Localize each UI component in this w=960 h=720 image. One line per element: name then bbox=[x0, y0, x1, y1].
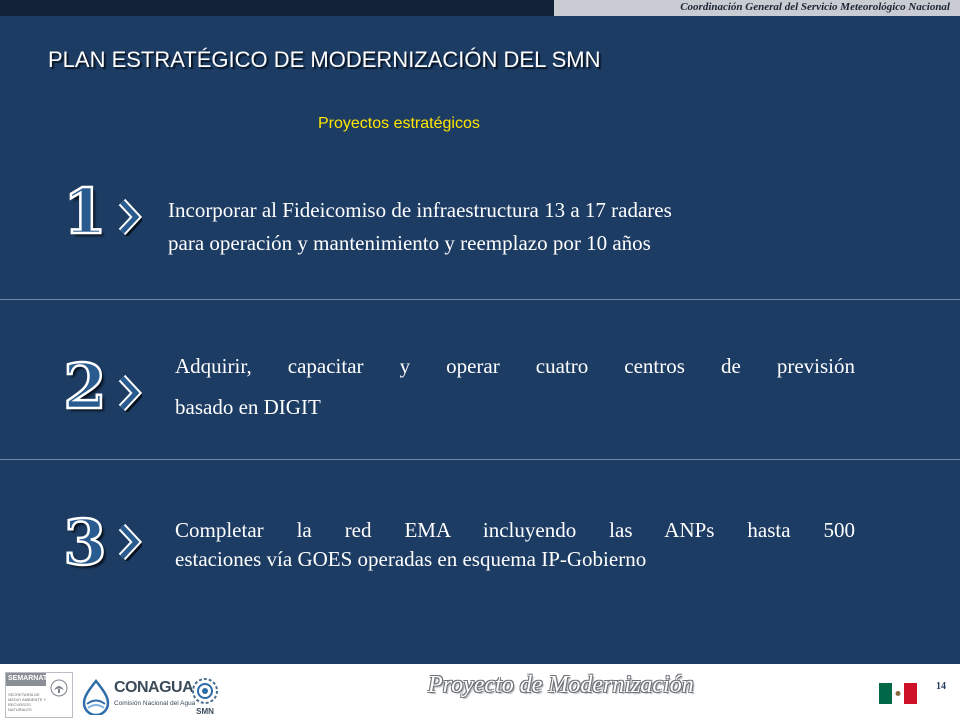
page-number: 14 bbox=[936, 681, 946, 692]
eagle-seal-icon bbox=[50, 679, 68, 697]
item-3-line-1: Completar la red EMA incluyendo las ANPs hasta 500 bbox=[175, 518, 855, 542]
smn-logo bbox=[186, 676, 224, 718]
item-text-3 bbox=[175, 516, 855, 574]
item-number-2: 2 bbox=[63, 350, 107, 423]
item-2-line-2-wrap bbox=[175, 391, 321, 424]
organization-name: Coordinación General del Servicio Meteorológico Nacional bbox=[680, 1, 950, 13]
divider-1 bbox=[0, 299, 960, 300]
slide-title: PLAN ESTRATÉGICO DE MODERNIZACIÓN DEL SMN bbox=[48, 47, 601, 72]
footer bbox=[0, 664, 960, 720]
semarnat-label: SEMARNAT bbox=[8, 675, 48, 682]
item-text-2 bbox=[175, 350, 855, 383]
chevron-right-icon bbox=[116, 198, 142, 236]
mexico-flag-icon bbox=[879, 683, 917, 704]
item-number-1: 1 bbox=[63, 175, 107, 248]
smn-label: SMN bbox=[196, 707, 214, 716]
chevron-right-icon bbox=[116, 374, 142, 412]
conagua-icon bbox=[80, 679, 112, 715]
item-1-line-2: para operación y mantenimiento y reemplazo por 10 años bbox=[168, 231, 651, 255]
item-1-line-1: Incorporar al Fideicomiso de infraestructura 13 a 17 radares bbox=[168, 198, 672, 222]
slide-subtitle: Proyectos estratégicos bbox=[318, 115, 480, 132]
chevron-right-icon bbox=[116, 523, 142, 561]
conagua-label: CONAGUA bbox=[114, 679, 194, 696]
conagua-subtitle: Comisión Nacional del Agua bbox=[114, 700, 196, 707]
header-band-dark bbox=[0, 0, 554, 16]
semarnat-subtitle: SECRETARÍA DE MEDIO AMBIENTE Y RECURSOS NATURALES bbox=[8, 692, 47, 712]
semarnat-logo bbox=[5, 672, 73, 718]
item-number-3: 3 bbox=[63, 506, 107, 579]
item-2-line-2: basado en DIGIT bbox=[175, 395, 321, 419]
item-2-line-1: Adquirir, capacitar y operar cuatro centros de previsión bbox=[175, 354, 855, 378]
divider-2 bbox=[0, 459, 960, 460]
item-3-line-2: estaciones vía GOES operadas en esquema IP-Gobierno bbox=[175, 547, 647, 571]
item-text-1 bbox=[168, 194, 672, 260]
project-label: Proyecto de Modernización bbox=[428, 672, 694, 698]
